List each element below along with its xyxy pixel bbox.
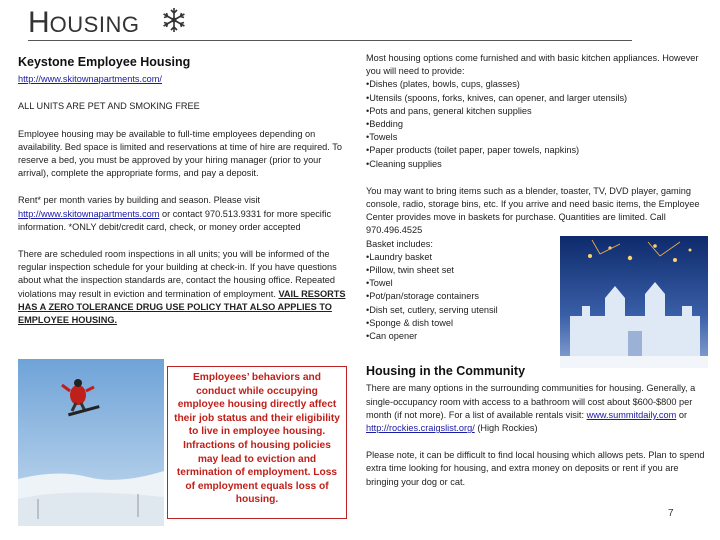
craigslist-link[interactable]: http://rockies.craigslist.org/ xyxy=(366,423,475,434)
list-item: • Paper products (toilet paper, paper towels, napkins) xyxy=(366,144,706,157)
skitown-link[interactable]: http://www.skitownapartments.com/ xyxy=(18,74,162,85)
intro-paragraph: Employee housing may be available to full-time employees depending on availability. Bed space is limited and reservations at time of hire are required. To reserve a bed, you must be approved by your hiring manager (prior to your arrival), complete the appropriate forms, and pay a deposit. xyxy=(18,128,342,179)
list-item: • Dishes (plates, bowls, cups, glasses) xyxy=(366,78,706,91)
header-rule xyxy=(28,40,632,41)
left-column xyxy=(18,56,352,327)
list-item: • Pots and pans, general kitchen supplies xyxy=(366,105,706,118)
list-item: • Bedding xyxy=(366,118,706,131)
page-title: HOUSING xyxy=(28,6,140,39)
list-item: • Pot/pan/storage containers xyxy=(366,290,558,303)
snowflake-logo-icon xyxy=(160,6,188,34)
bring-paragraph: You may want to bring items such as a blender, toaster, TV, DVD player, gaming console, radio, storage bins, etc. If you arrive and need basic items, the Employee Center provides move in baskets for purchase. Quantities are limited. Call 970.496.4525 xyxy=(366,185,700,236)
inspection-paragraph: There are scheduled room inspections in all units; you will be informed of the regular inspection schedule for your building at check-in. If you have questions about what the inspection standards are, contact the housing office. Repeated violations may result in eviction and termination of employment. VAIL RESORTS HAS A ZERO TOLERANCE DRUG USE POLICY THAT ALSO APPLIES TO EMPLOYEE HOUSING. xyxy=(18,249,346,326)
rent-paragraph: Rent* per month varies by building and season. Please visit http://www.skitownapartments.com or contact 970.513.9331 for more specific information. *ONLY debit/credit card, check, or money order accepted xyxy=(18,195,332,232)
furnished-intro: Most housing options come furnished and with basic kitchen appliances. However you will need to provide: xyxy=(366,53,699,77)
rent-link[interactable]: http://www.skitownapartments.com xyxy=(18,208,160,219)
community-heading: Housing in the Community xyxy=(366,364,526,379)
list-item: • Sponge & dish towel xyxy=(366,317,558,330)
summitdaily-link[interactable]: www.summitdaily.com xyxy=(586,409,677,420)
basket-label: Basket includes: xyxy=(366,238,433,249)
list-item: • Can opener xyxy=(366,330,558,343)
basket-list xyxy=(366,251,558,343)
conduct-callout: Employees’ behaviors and conduct while occupying employee housing directly affect their job status and their eligibility to live in employee housing. Infractions of housing policies may lead to eviction and termination of employment. Loss of employment equals loss of housing. xyxy=(167,366,347,519)
pet-policy: ALL UNITS ARE PET AND SMOKING FREE xyxy=(18,101,200,112)
snowboarder-photo xyxy=(18,359,164,526)
community-paragraph: There are many options in the surrounding communities for housing. Generally, a single-occupancy room with access to a bathroom will cost about $600-$800 per month (if not more). For a list of available rentals visit: www.summitdaily.com or http://rockies.craigslist.org/ (High Rockies) xyxy=(366,383,696,434)
keystone-heading: Keystone Employee Housing xyxy=(18,55,191,69)
list-item: • Dish set, cutlery, serving utensil xyxy=(366,304,558,317)
list-item: • Towel xyxy=(366,277,558,290)
list-item: • Pillow, twin sheet set xyxy=(366,264,558,277)
snow-castle-photo xyxy=(560,236,708,368)
list-item: • Cleaning supplies xyxy=(366,158,706,171)
list-item: • Utensils (spoons, forks, knives, can opener, and larger utensils) xyxy=(366,92,706,105)
page-number: 7 xyxy=(668,508,674,519)
pets-paragraph: Please note, it can be difficult to find local housing which allows pets. Plan to spend extra time looking for housing, and extra money on deposits or rent if you are bringing your dog or cat. xyxy=(366,450,705,487)
drug-policy: VAIL RESORTS HAS A ZERO TOLERANCE DRUG USE POLICY THAT ALSO APPLIES TO EMPLOYEE HOUSING. xyxy=(18,288,346,326)
list-item: • Towels xyxy=(366,131,706,144)
list-item: • Laundry basket xyxy=(366,251,558,264)
provide-list xyxy=(366,78,706,170)
